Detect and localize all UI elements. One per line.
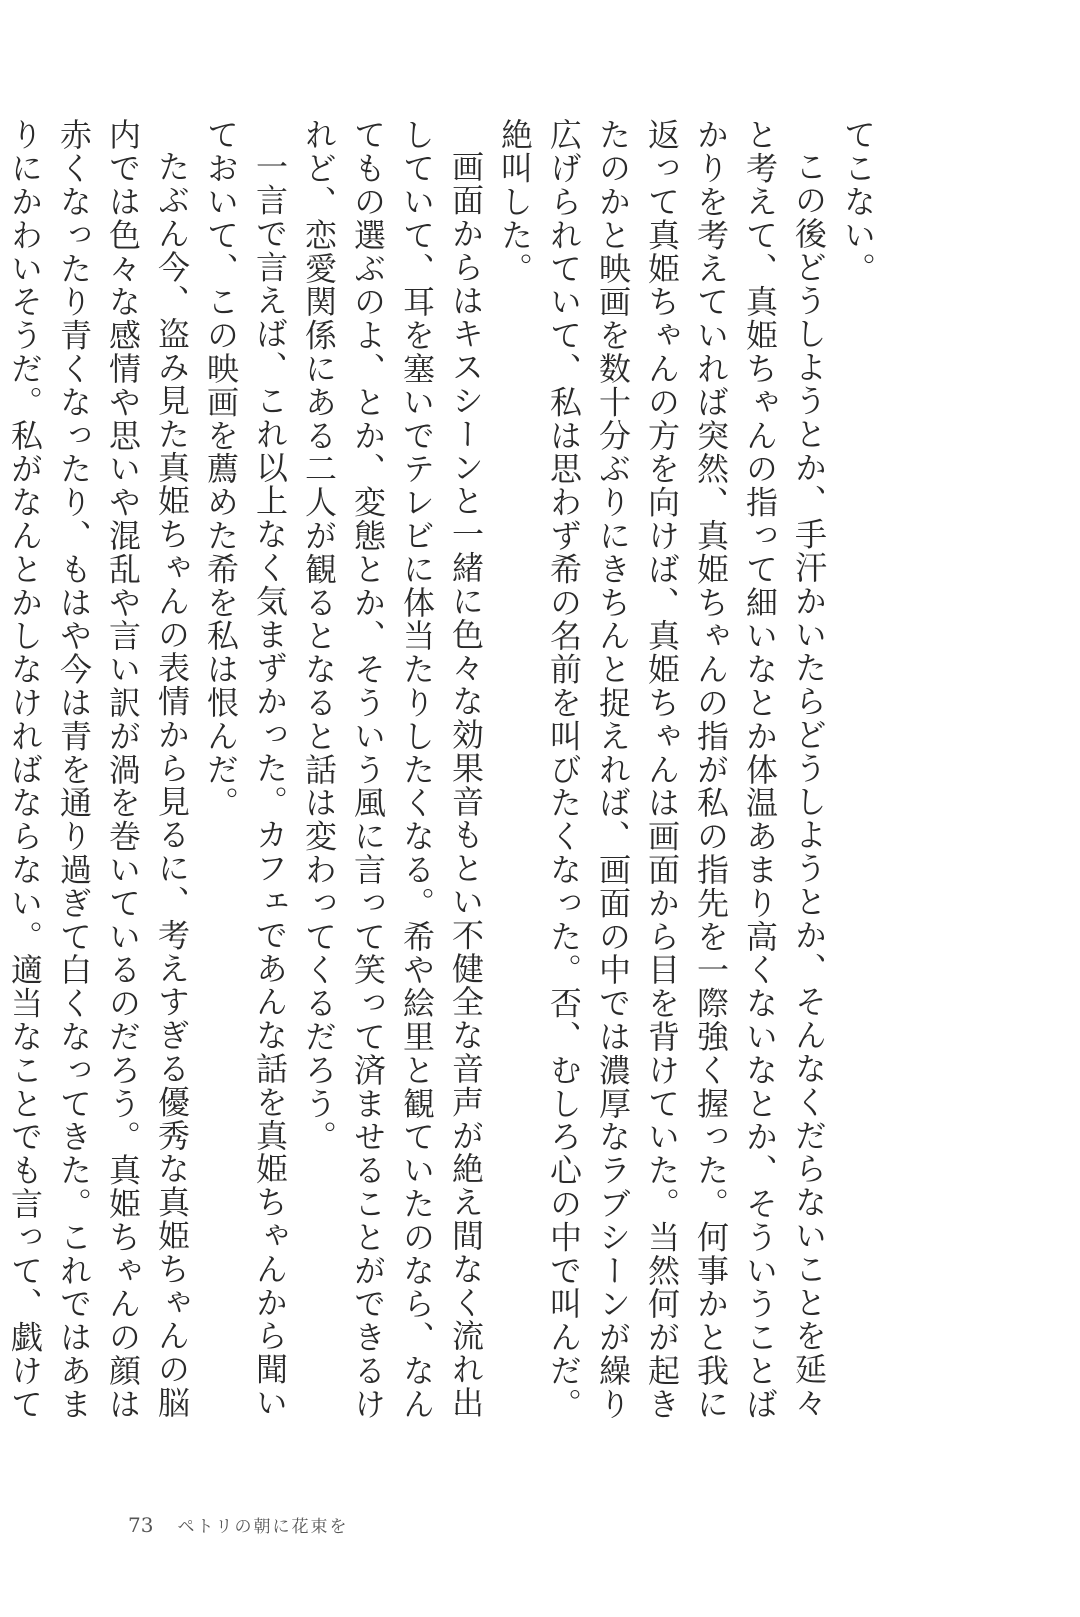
paragraph-4: 一言で言えば、これ以上なく気まずかった。カフェであんな話を真姫ちゃんから聞いておいて、この映画を薦めた希を私は恨んだ。 (202, 118, 289, 1420)
vertical-text-body (6, 118, 882, 1448)
paragraph-5: たぶん今、盗み見た真姫ちゃんの表情から見るに、考えすぎる優秀な真姫ちゃんの脳内では色々な感情や思いや混乱や言い訳が渦を巻いているのだろう。真姫ちゃんの顔は赤くなったり青くなったり、もはや今は青を通り過ぎて白くなってきた。これではあまりにかわいそうだ。私がなんとかしなければならない。適当なことでも言って、戯けて (6, 118, 191, 1421)
page-footer (128, 1512, 349, 1537)
page-number: 73 (128, 1513, 154, 1537)
paragraph-3: 画面からはキスシーンと一緒に色々な効果音もとい不健全な音声が絶え間なく流れ出していて、耳を塞いでテレビに体当たりしたくなる。希や絵里と観ていたのなら、なんてもの選ぶのよ、とか、変態とか、そういう風に言って笑って済ませることができるけれど、恋愛関係にある二人が観るとなると話は変わってくるだろう。 (300, 118, 485, 1421)
book-title: ペトリの朝に花束を (177, 1517, 349, 1537)
paragraph-1: てこない。 (839, 118, 877, 285)
paragraph-2: この後どうしようとか、手汗かいたらどうしようとか、そんなくだらないことを延々と考えて、真姫ちゃんの指って細いなとか体温あまり高くないなとか、そういうことばかりを考えていれば突然、真姫ちゃんの指が私の指先を一際強く握った。何事かと我に返って真姫ちゃんの方を向けば、真姫ちゃんは画面から目を背けていた。当然何が起きたのかと映画を数十分ぶりにきちんと捉えれば、画面の中では濃厚なラブシーンが繰り広げられていて、私は思わず希の名前を叫びたくなった。否、むしろ心の中で叫んだ。絶叫した。 (496, 118, 828, 1421)
